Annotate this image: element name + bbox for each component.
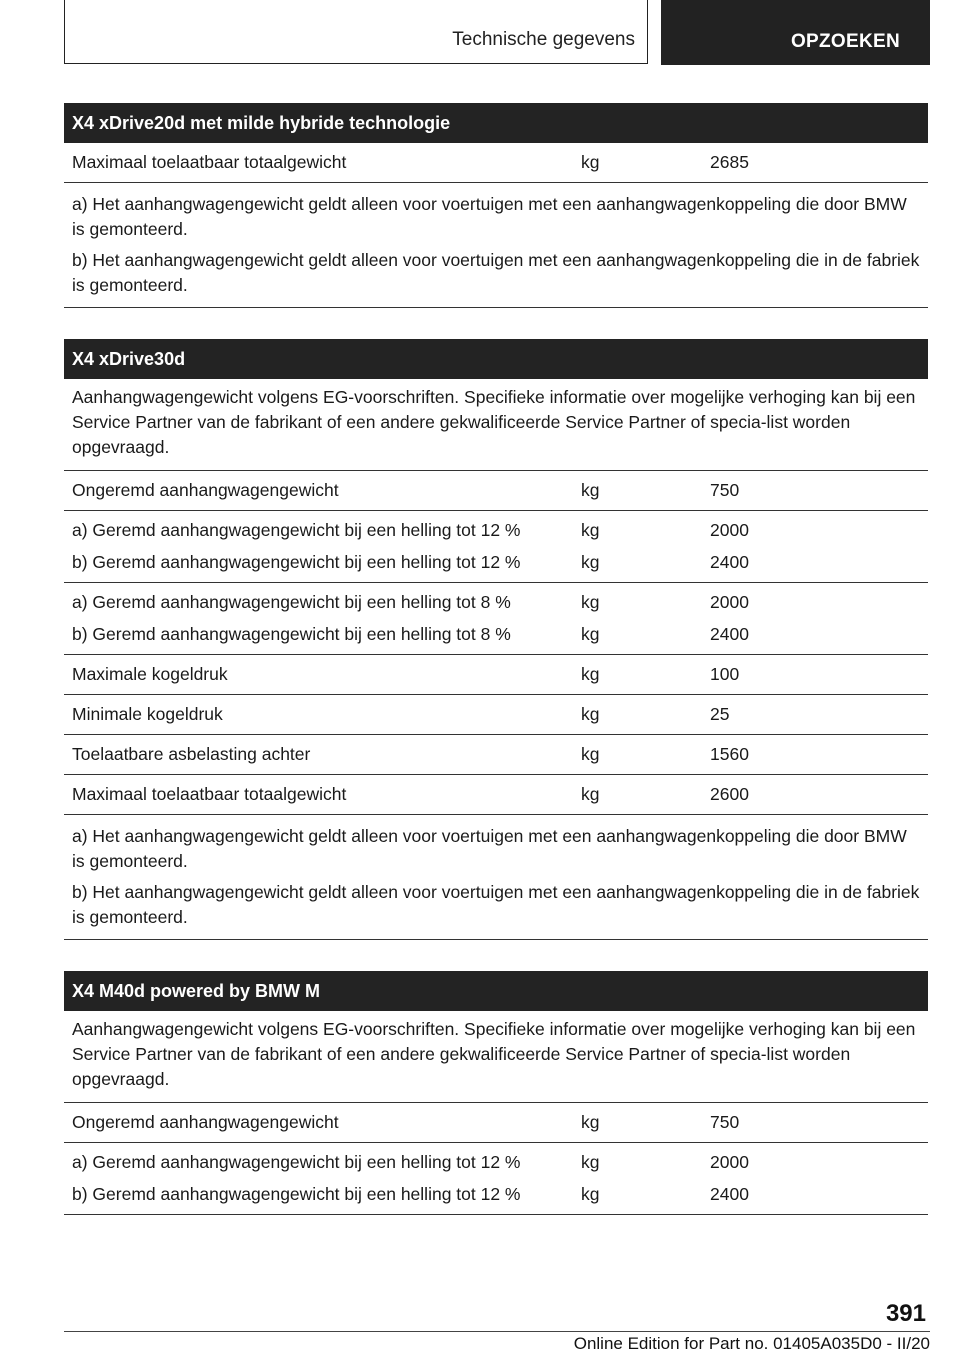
table-row — [64, 695, 928, 735]
footnote: a) Het aanhangwagengewicht geldt alleen voor voertuigen met een aanhangwagenkoppeling die door BMW is gemonteerd. — [72, 826, 907, 871]
row-value: 2685 — [710, 152, 749, 172]
row-unit: kg — [581, 1112, 600, 1132]
section-intro: Aanhangwagengewicht volgens EG-voorschriften. Specifieke informatie over mogelijke verhoging kan bij een Service Partner van de fabrikant of een andere gekwalificeerde Service Partner of specia-list worden opgevraagd. — [64, 1011, 928, 1103]
table-row — [64, 655, 928, 695]
spec-section — [64, 103, 928, 308]
section-title: X4 M40d powered by BMW M — [64, 971, 928, 1011]
row-unit: kg — [581, 704, 600, 724]
table-row — [64, 511, 928, 583]
table-row — [64, 471, 928, 511]
table-row — [64, 1103, 928, 1143]
footer-divider — [64, 1331, 930, 1332]
row-unit: kg — [581, 784, 600, 804]
spec-section — [64, 339, 928, 940]
row-unit: kg — [581, 552, 600, 572]
footnotes — [64, 183, 928, 308]
row-value: 2600 — [710, 784, 749, 804]
tab-label: OPZOEKEN — [790, 31, 900, 52]
row-unit: kg — [581, 664, 600, 684]
row-unit: kg — [581, 624, 600, 644]
row-value: 750 — [710, 1112, 740, 1132]
row-unit: kg — [581, 480, 600, 500]
header-tabs — [64, 0, 930, 66]
row-unit: kg — [581, 1184, 600, 1204]
row-unit: kg — [581, 744, 600, 764]
table-row — [64, 775, 928, 815]
tab-opzoeken[interactable] — [661, 0, 930, 65]
section-title: X4 xDrive30d — [64, 339, 928, 379]
table-row — [64, 143, 928, 183]
edition-label: Online Edition for Part no. 01405A035D0 - II/20 — [570, 1334, 930, 1354]
row-label: Maximale kogeldruk — [72, 664, 228, 684]
row-value: 2000 — [710, 520, 749, 540]
row-unit: kg — [581, 152, 600, 172]
row-label: b) Geremd aanhangwagengewicht bij een helling tot 8 % — [72, 624, 511, 644]
row-label: Maximaal toelaatbaar totaalgewicht — [72, 784, 347, 804]
row-value: 100 — [710, 664, 740, 684]
page-content — [64, 103, 928, 1246]
row-label: b) Geremd aanhangwagengewicht bij een helling tot 12 % — [72, 552, 521, 572]
spec-section — [64, 971, 928, 1215]
row-label: a) Geremd aanhangwagengewicht bij een helling tot 12 % — [72, 1152, 521, 1172]
row-unit: kg — [581, 1152, 600, 1172]
row-value: 2000 — [710, 592, 749, 612]
row-label: a) Geremd aanhangwagengewicht bij een helling tot 8 % — [72, 592, 511, 612]
table-row — [64, 1143, 928, 1215]
footnote: b) Het aanhangwagengewicht geldt alleen voor voertuigen met een aanhangwagenkoppeling die in de fabriek is gemonteerd. — [72, 882, 920, 927]
row-value: 1560 — [710, 744, 749, 764]
row-value: 25 — [710, 704, 730, 724]
row-value: 2000 — [710, 1152, 749, 1172]
row-unit: kg — [581, 592, 600, 612]
row-label: Maximaal toelaatbaar totaalgewicht — [72, 152, 347, 172]
row-label: Toelaatbare asbelasting achter — [72, 744, 311, 764]
section-title: X4 xDrive20d met milde hybride technologie — [64, 103, 928, 143]
tab-label: Technische gegevens — [452, 29, 635, 50]
row-value: 2400 — [710, 552, 749, 572]
row-label: a) Geremd aanhangwagengewicht bij een helling tot 12 % — [72, 520, 521, 540]
tab-technische-gegevens[interactable] — [64, 0, 648, 64]
table-row — [64, 735, 928, 775]
row-unit: kg — [581, 520, 600, 540]
row-label: Ongeremd aanhangwagengewicht — [72, 480, 339, 500]
section-intro: Aanhangwagengewicht volgens EG-voorschriften. Specifieke informatie over mogelijke verhoging kan bij een Service Partner van de fabrikant of een andere gekwalificeerde Service Partner of specia-list worden opgevraagd. — [64, 379, 928, 471]
table-row — [64, 583, 928, 655]
row-label: Ongeremd aanhangwagengewicht — [72, 1112, 339, 1132]
row-value: 2400 — [710, 624, 749, 644]
footnote: b) Het aanhangwagengewicht geldt alleen voor voertuigen met een aanhangwagenkoppeling die in de fabriek is gemonteerd. — [72, 250, 920, 295]
row-value: 2400 — [710, 1184, 749, 1204]
footnotes — [64, 815, 928, 940]
page-number: 391 — [885, 1300, 926, 1327]
row-label: Minimale kogeldruk — [72, 704, 223, 724]
footnote: a) Het aanhangwagengewicht geldt alleen voor voertuigen met een aanhangwagenkoppeling die door BMW is gemonteerd. — [72, 194, 907, 239]
row-value: 750 — [710, 480, 740, 500]
row-label: b) Geremd aanhangwagengewicht bij een helling tot 12 % — [72, 1184, 521, 1204]
